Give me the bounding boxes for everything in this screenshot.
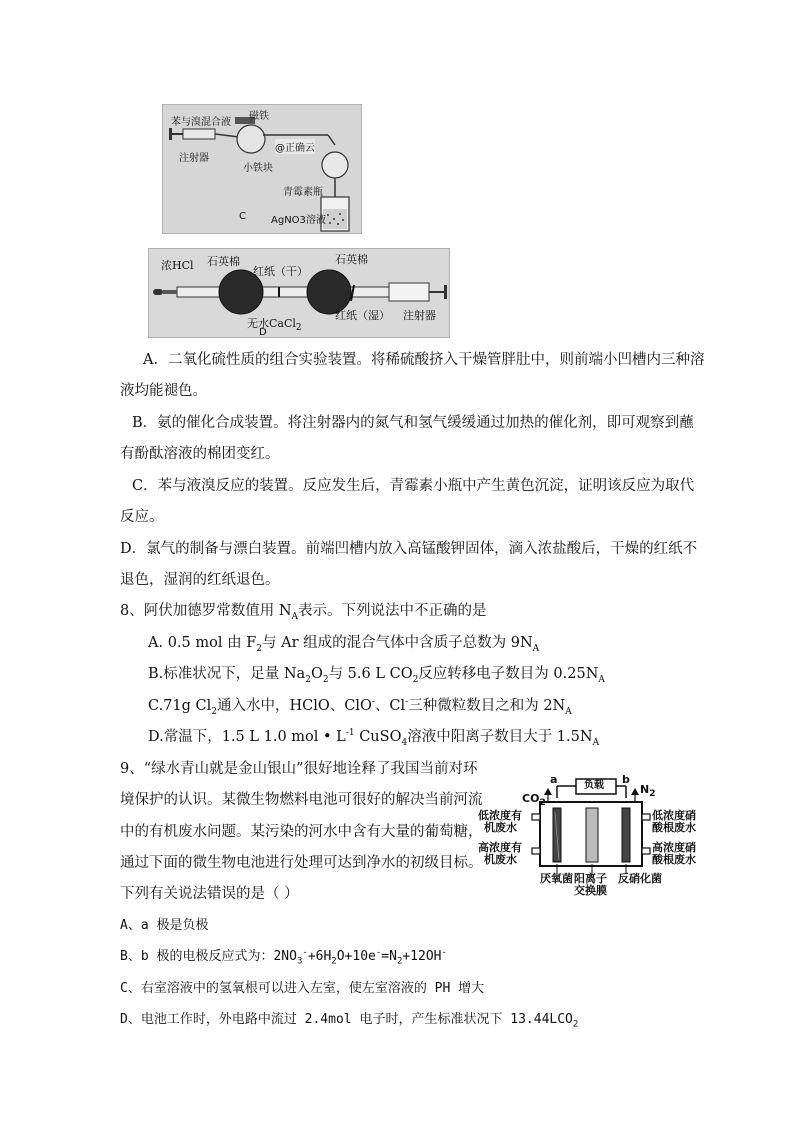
q7-option-a-line1: A．二氧化硫性质的组合实验装置。将稀硫酸挤入干燥管胖肚中，则前端小凹槽内三种溶: [143, 352, 705, 368]
label-magnet: 磁铁: [249, 111, 269, 122]
q8-option-d: D.常温下，1.5 L 1.0 mol • $L^{-1}$ CuSO$_4$溶液中阳离子数目大于 $1.5N_A$: [148, 728, 600, 748]
q8-stem: 8、阿伏加德罗常数值用 $N_A$表示。下列说法中不正确的是: [120, 603, 487, 622]
right-top-label: 低浓度硝 酸根废水: [652, 809, 696, 834]
electrode-b-label: b: [622, 773, 630, 786]
n2-label: $N_2$: [640, 783, 656, 800]
q7-option-a-line2: 液均能褪色。: [120, 383, 207, 399]
left-bottom-label: 高浓度有 机废水: [478, 841, 522, 866]
label-syringe-d: 注射器: [403, 309, 436, 322]
label-syringe-c: 注射器: [179, 153, 209, 164]
q7-option-c-line2: 反应。: [120, 509, 164, 525]
electrode-a-label: a: [550, 773, 558, 786]
membrane-label: 阳离子 交换膜: [574, 872, 607, 897]
label-vial: 青霉素瓶: [283, 187, 323, 198]
anaerobe-label: 厌氧菌: [540, 872, 573, 885]
q7-option-b-line2: 有酚酞溶液的棉团变红。: [120, 446, 280, 462]
q9-option-b: B、b 极的电极反应式为：$2NO_3^-+6H_2O+10e^-=N_2+12OH^-$: [120, 947, 447, 967]
q9-option-c: C、右室溶液中的氢氧根可以进入左室，使左室溶液的 PH 增大: [120, 981, 485, 996]
figure-d-photo: [148, 248, 450, 338]
q9-option-d: D、电池工作时，外电路中流过 2.4mol 电子时，产生标准状况下 $13.44LCO_2$: [120, 1012, 579, 1030]
q7-option-c-line1: C．苯与液溴反应的装置。反应发生后，青霉素小瓶中产生黄色沉淀，证明该反应为取代: [132, 478, 695, 494]
load-label: 负载: [584, 780, 604, 791]
q9-option-a: A、a 极是负极: [120, 918, 209, 933]
label-hcl: 浓HCl: [161, 259, 194, 272]
q7-option-d-line2: 退色，湿润的红纸退色。: [120, 572, 280, 588]
battery-diagram: [478, 773, 700, 897]
label-cotton-2: 石英棉: [335, 253, 368, 266]
figure-c-photo: [162, 104, 362, 234]
q9-stem-line1: 9、“绿水青山就是金山银山”很好地诠释了我国当前对环: [120, 761, 478, 777]
label-cotton-1: 石英棉: [207, 255, 240, 268]
q8-option-c: C.71g $Cl_2$通入水中，HClO、ClO-、Cl-三种微粒数目之和为 $2N_A$: [148, 697, 572, 717]
label-mixture: 苯与溴混合液: [171, 117, 231, 128]
q7-option-d-line1: D．氯气的制备与漂白装置。前端凹槽内放入高锰酸钾固体，滴入浓盐酸后，干燥的红纸不: [120, 541, 698, 557]
q9-stem-line5: 下列有关说法错误的是（ ）: [120, 886, 299, 902]
label-letter-c: C: [239, 211, 246, 222]
left-top-label: 低浓度有 机废水: [478, 809, 522, 834]
q9-stem-line2: 境保护的认识。某微生物燃料电池可很好的解决当前河流: [120, 792, 483, 808]
right-bottom-label: 高浓度硝 酸根废水: [652, 841, 696, 866]
denitrifier-label: 反硝化菌: [618, 872, 662, 885]
label-watermark: @正确云: [275, 139, 315, 154]
label-cacl2: 无水CaCl$_2$: [247, 317, 302, 334]
q8-option-b: B.标准状况下，足量 $Na_2O_2$与 5.6 L $CO_2$反应转移电子数目为 $0.25N_A$: [148, 666, 605, 685]
label-letter-d: D: [259, 327, 267, 338]
co2-label: $CO_2$: [522, 792, 546, 809]
q9-stem-line4: 通过下面的微生物电池进行处理可达到净水的初级目标。: [120, 855, 483, 871]
label-paper-wet: 红纸（湿）: [335, 309, 390, 322]
q8-option-a: A. 0.5 mol 由 $F_2$与 Ar 组成的混合气体中含质子总数为 $9N_A$: [148, 635, 540, 654]
q9-stem-line3: 中的有机废水问题。某污染的河水中含有大量的葡萄糖，: [120, 824, 483, 840]
label-solution: AgNO3溶液: [271, 215, 326, 226]
q7-option-b-line1: B．氨的催化合成装置。将注射器内的氮气和氢气缓缓通过加热的催化剂，即可观察到蘸: [132, 415, 694, 431]
label-iron: 小铁块: [243, 163, 273, 174]
label-paper-dry: 红纸（干）: [253, 265, 308, 278]
